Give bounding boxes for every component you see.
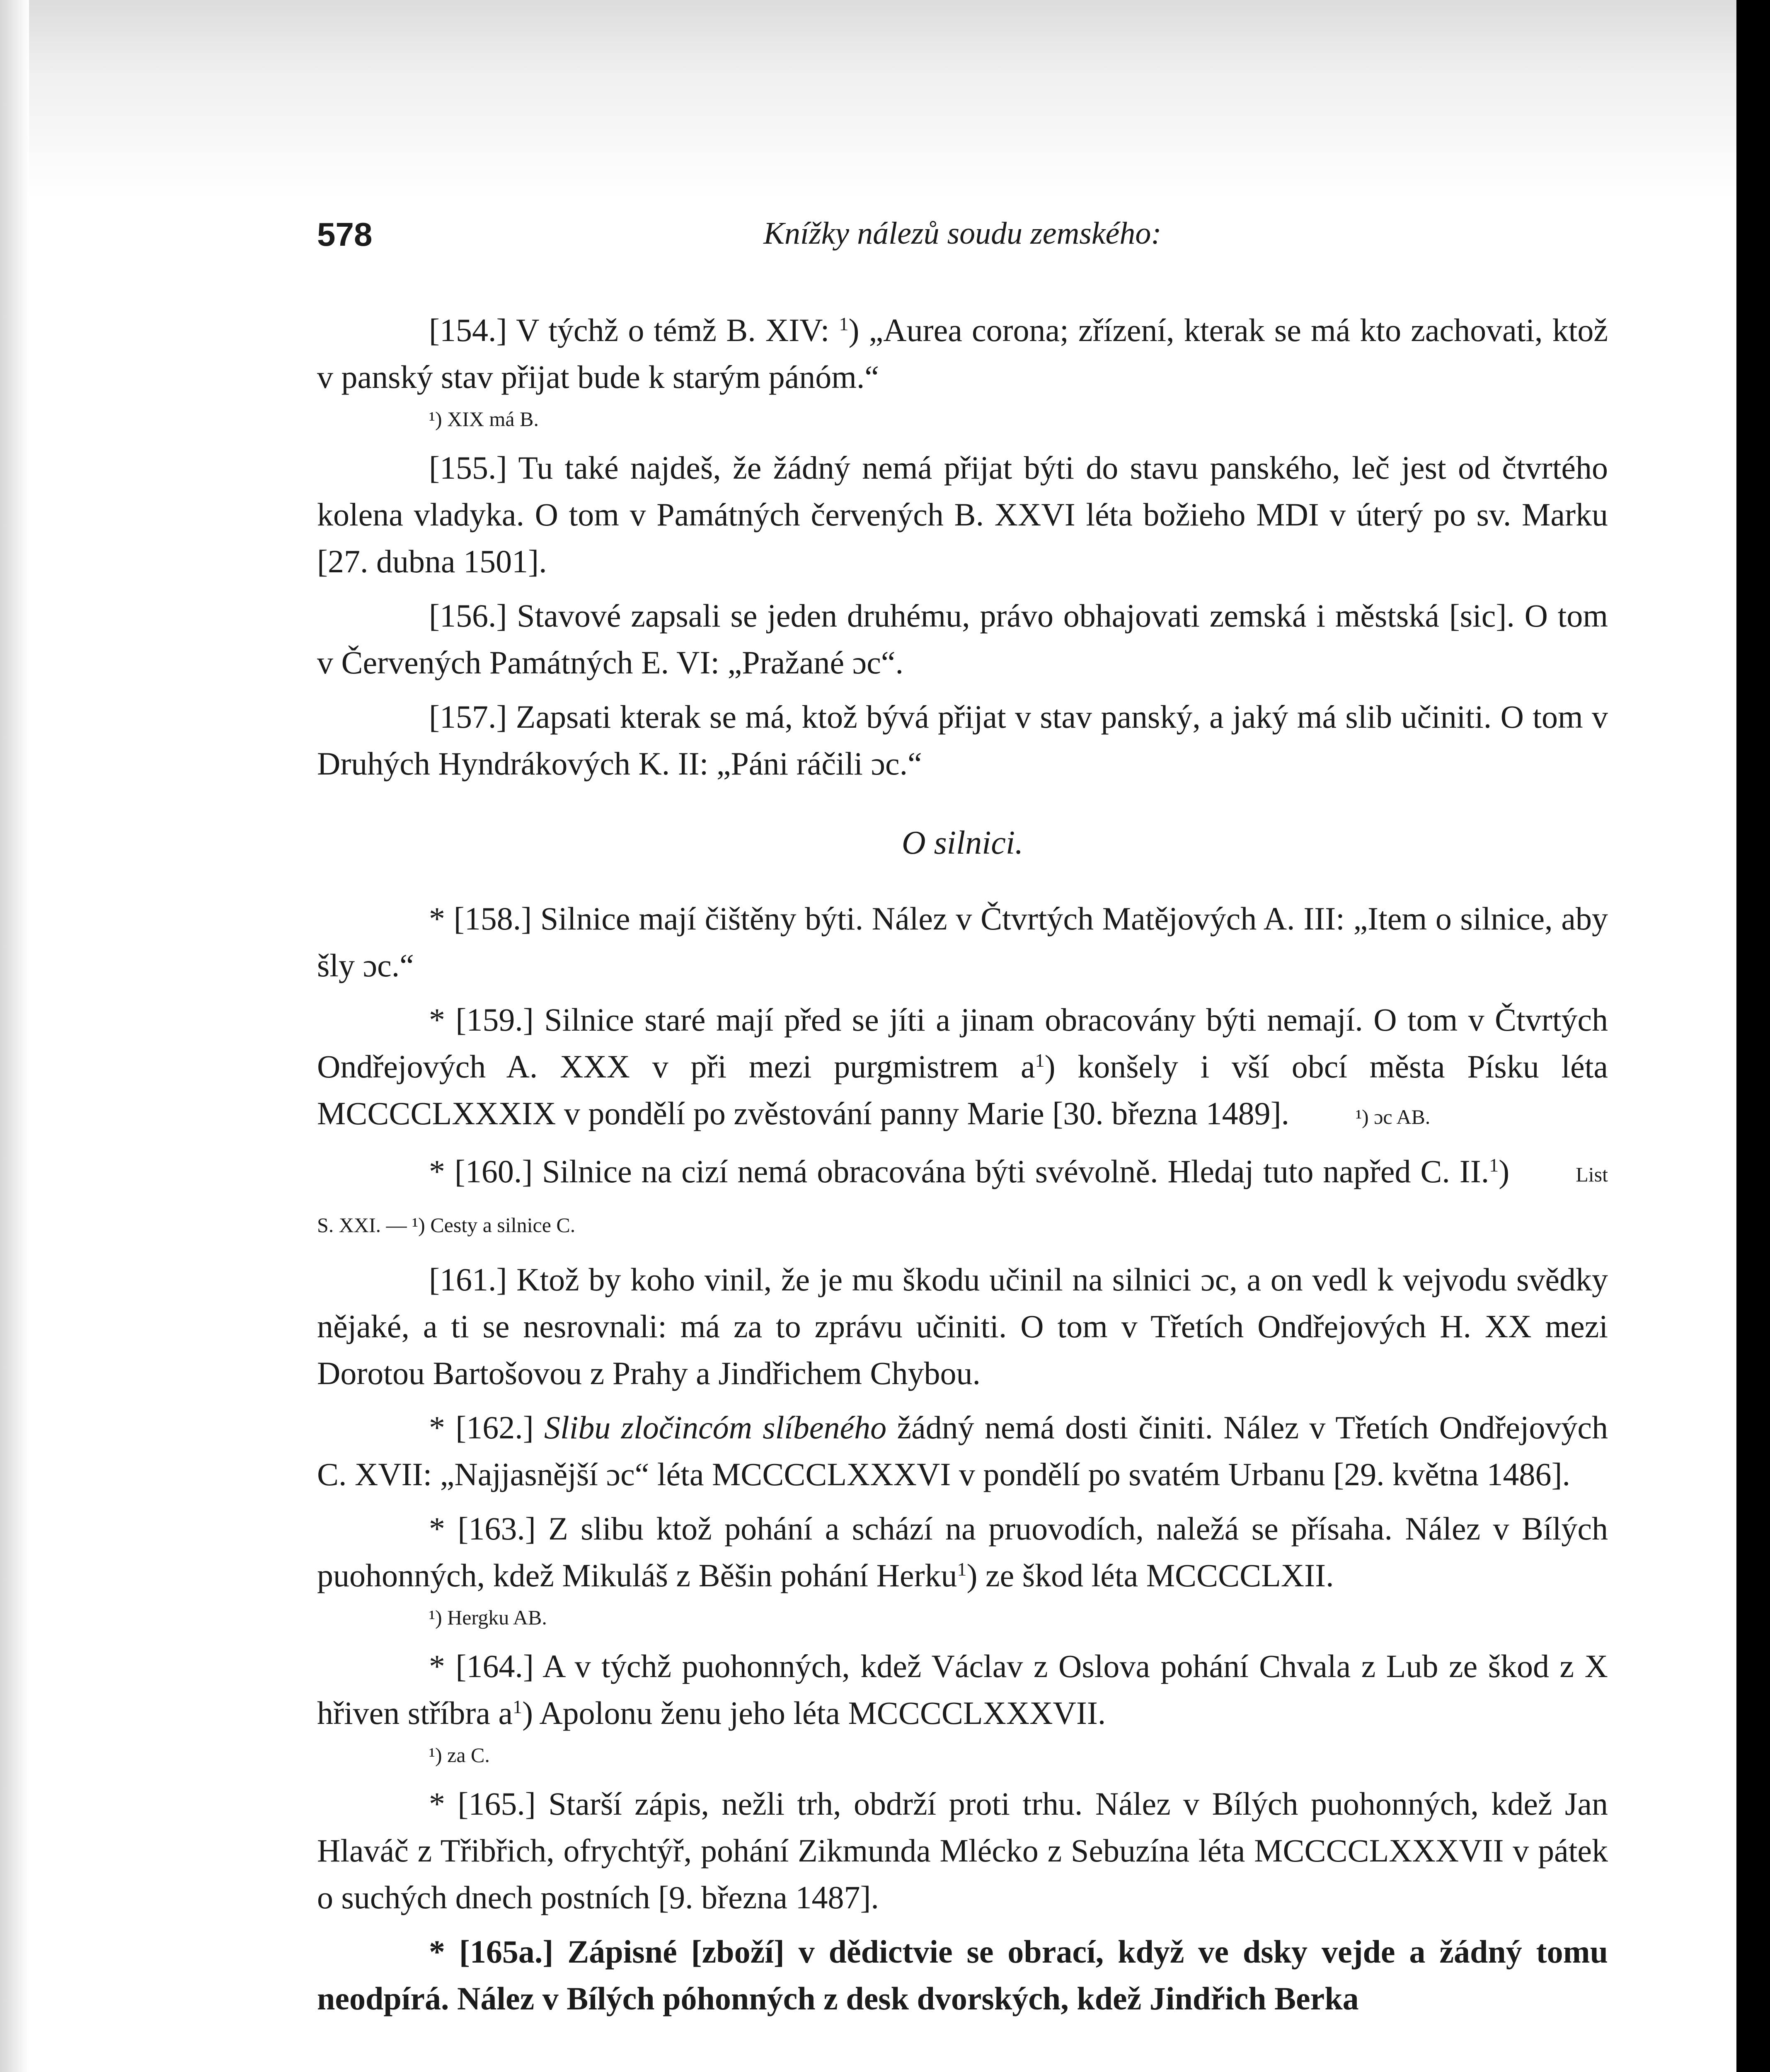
entry-text-cont: žádný nemá dosti činiti. Nález v Třetích Ondřejových C. XVII: „Najjasnější ɔc“ léta MCCCCLXXXVI v pondělí po svatém Urbanu [29. května 1486]. (317, 1409, 1608, 1492)
page-number: 578 (317, 216, 373, 253)
section-heading: O silnici. (901, 825, 1024, 861)
entry-text: * [163.] Z slibu ktož pohání a schází na pruovodích, naležá se přísaha. Nález v Bílých puohonných, kdež Mikuláš z Běšin pohání Herku (317, 1510, 1608, 1593)
entry-164 (317, 1643, 1608, 1736)
entry-text: * [164.] A v týchž puohonných, kdež Václav z Oslova pohání Chvala z Lub ze škod z X hřiven stříbra a (317, 1648, 1608, 1731)
entry-162 (317, 1404, 1608, 1498)
running-head (317, 199, 1608, 261)
running-title: Knížky nálezů soudu zemského: (763, 216, 1162, 251)
entry-text-cont: ) konšely i vší obcí města Písku léta MCCCCLXXXIX v pondělí po zvěstování panny Marie [30. března 1489]. (317, 1048, 1608, 1131)
entry-text-cont: ) (1499, 1153, 1510, 1189)
entry-161: [161.] Ktož by koho vinil, že je mu škodu učinil na silnici ɔc, a on vedl k vejvodu svědky nějaké, a ti se nesrovnali: má za to zprávu učiniti. O tom v Třetích Ondřejových H. XX mezi Dorotou Bartošovou z Prahy a Jindřichem Chybou. (317, 1261, 1608, 1391)
entry-158: * [158.] Silnice mají čištěny býti. Nález v Čtvrtých Matějových A. III: „Item o silnice, aby šly ɔc.“ (317, 900, 1608, 983)
entry-163 (317, 1505, 1608, 1599)
entry-text: * [162.] (429, 1409, 545, 1445)
footnote-163: ¹) Hergku AB. (429, 1605, 547, 1629)
entry-165a: * [165a.] Zápisné [zboží] v dědictvie se obrací, když ve dsky vejde a žádný tomu neodpírá. Nález v Bílých póhonných z desk dvorských, kdež Jindřich Berka (317, 1933, 1608, 2016)
footnote-mark: 1 (1035, 1050, 1045, 1071)
entry-text: [154.] V týchž o témž B. XIV: (429, 312, 839, 348)
scan-shadow-top (0, 0, 1770, 199)
entry-156: [156.] Stavové zapsali se jeden druhému, právo obhajovati zemská i městská [sic]. O tom v Červených Památných E. VI: „Pražané ɔc“. (317, 598, 1608, 680)
footnote-mark: 1 (513, 1696, 523, 1717)
footnote-159: ¹) ɔc AB. (1356, 1105, 1431, 1128)
entry-160 (317, 1148, 1608, 1249)
entry-text-cont: ) ze škod léta MCCCCLXII. (966, 1557, 1334, 1593)
entry-text-cont: ) „Aurea corona; zřízení, kterak se má kto zachovati, ktož v panský stav přijat bude k starým pánóm.“ (317, 312, 1608, 395)
footnote-mark: 1 (957, 1558, 967, 1580)
footnote-mark: 1 (1489, 1154, 1499, 1176)
scan-border-right (1736, 0, 1770, 2072)
footnote-mark: 1 (839, 313, 849, 334)
entry-text: * [160.] Silnice na cizí nemá obracována býti svévolně. Hledaj tuto napřed C. II. (429, 1153, 1489, 1189)
footnote-154: ¹) XIX má B. (429, 407, 539, 431)
footnote-164: ¹) za C. (429, 1743, 490, 1767)
entry-159 (317, 996, 1608, 1140)
footnote-160: List S. XXI. — ¹) Cesty a silnice C. (317, 1163, 1608, 1237)
scan-shadow-left (0, 0, 29, 2072)
entry-157: [157.] Zapsati kterak se má, ktož bývá přijat v stav panský, a jaký má slib učiniti. O tom v Druhých Hyndrákových K. II: „Páni ráčili ɔc.“ (317, 699, 1608, 782)
book-page (317, 199, 1608, 2029)
entry-155: [155.] Tu také najdeš, že žádný nemá přijat býti do stavu panského, leč jest od čtvrtého kolena vladyka. O tom v Památných červených B. XXVI léta božieho MDI v úterý po sv. Marku [27. dubna 1501]. (317, 450, 1608, 579)
entry-text-cont: ) Apolonu ženu jeho léta MCCCCLXXXVII. (522, 1694, 1106, 1731)
entry-154 (317, 307, 1608, 400)
entry-165: * [165.] Starší zápis, nežli trh, obdrží proti trhu. Nález v Bílých puohonných, kdež Jan Hlaváč z Třibřich, ofrychtýř, pohání Zikmunda Mlécko z Sebuzína léta MCCCCLXXXVII v pátek o suchých dnech postních [9. března 1487]. (317, 1785, 1608, 1915)
entry-italic: Slibu zločincóm slíbeného (544, 1409, 887, 1445)
entry-text: * [159.] Silnice staré mají před se jíti a jinam obracovány býti nemají. O tom v Čtvrtých Ondřejových A. XXX v při mezi purgmistrem a (317, 1002, 1608, 1084)
